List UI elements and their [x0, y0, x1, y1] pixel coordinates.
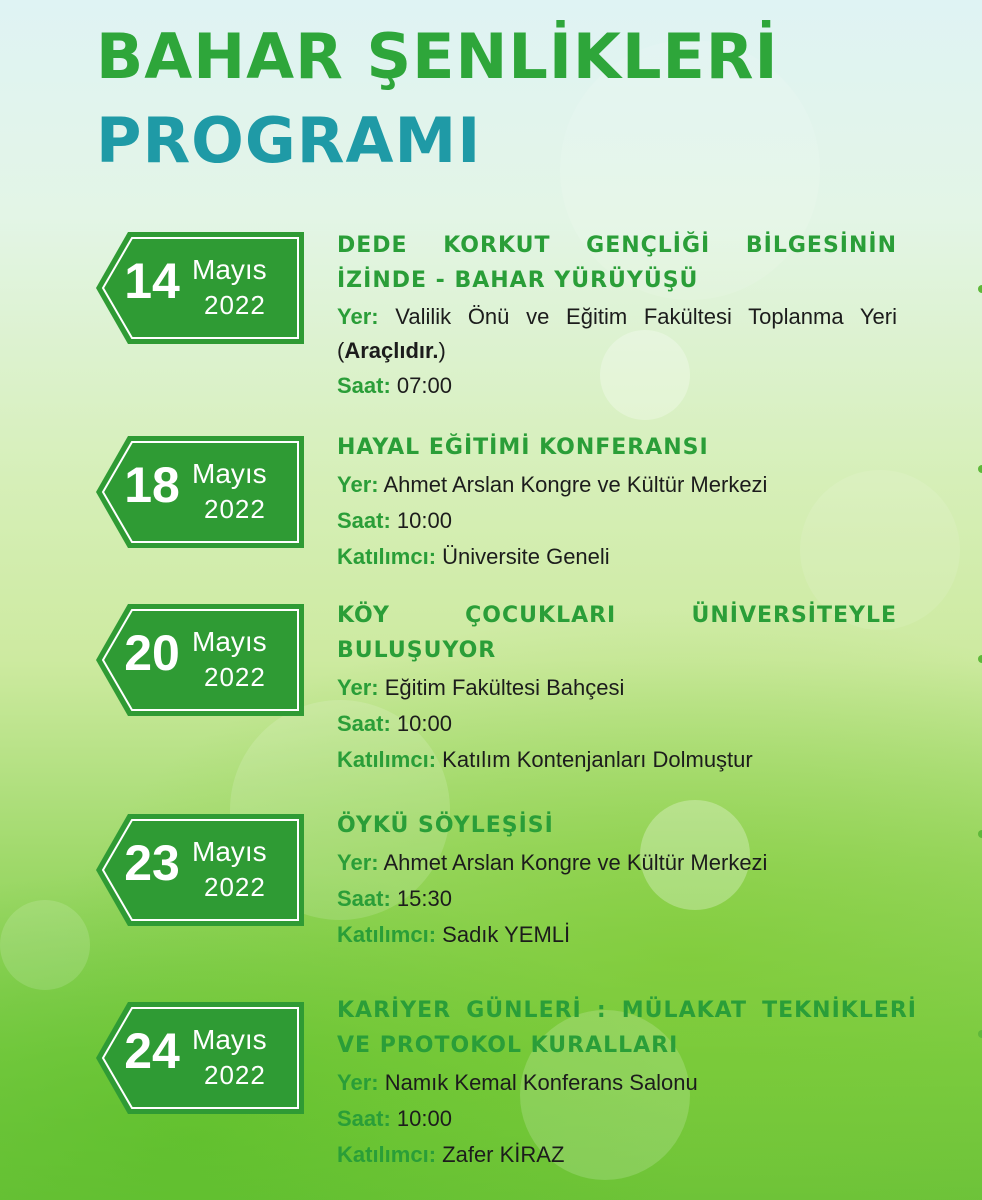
time-value: 10:00 [396, 711, 452, 736]
date-badge [94, 434, 306, 550]
time-value: 10:00 [396, 508, 452, 533]
event-time [337, 881, 897, 917]
bokeh-decoration [0, 900, 90, 990]
badge-year: 2022 [204, 1060, 266, 1090]
badge-year: 2022 [204, 872, 266, 902]
event-participant [337, 539, 897, 575]
participant-label: Katılımcı: [337, 1142, 437, 1167]
event-place [337, 670, 897, 706]
date-badge [94, 602, 306, 718]
event-item [337, 808, 897, 953]
badge-day: 14 [124, 253, 180, 309]
badge-day: 24 [124, 1023, 180, 1079]
event-participant [337, 742, 897, 778]
place-label: Yer: [337, 1070, 379, 1095]
participant-value: Sadık YEMLİ [442, 922, 571, 947]
time-label: Saat: [337, 1106, 391, 1131]
place-value: Ahmet Arslan Kongre ve Kültür Merkezi [383, 472, 768, 497]
place-note: Araçlıdır. [344, 338, 439, 363]
event-title: DEDE KORKUT GENÇLİĞİ BİLGESİNİN İZİNDE - BAHAR YÜRÜYÜŞÜ [337, 233, 897, 293]
event-time [337, 368, 897, 404]
event-place [337, 1065, 917, 1101]
edge-dot [978, 465, 982, 473]
place-label: Yer: [337, 304, 379, 329]
badge-day: 18 [124, 457, 180, 513]
place-value: Ahmet Arslan Kongre ve Kültür Merkezi [383, 850, 768, 875]
badge-day: 20 [124, 625, 180, 681]
date-badge [94, 812, 306, 928]
event-item [337, 993, 917, 1173]
event-participant [337, 1137, 917, 1173]
badge-month: Mayıs [192, 836, 267, 867]
edge-dot [978, 1030, 982, 1038]
badge-year: 2022 [204, 494, 266, 524]
time-label: Saat: [337, 373, 391, 398]
place-value: Namık Kemal Konferans Salonu [384, 1070, 698, 1095]
badge-month: Mayıs [192, 458, 267, 489]
participant-value: Üniversite Geneli [442, 544, 610, 569]
participant-label: Katılımcı: [337, 922, 437, 947]
edge-dot [978, 830, 982, 838]
event-place [337, 300, 897, 368]
badge-month: Mayıs [192, 254, 267, 285]
place-label: Yer: [337, 472, 379, 497]
title-line-2: PROGRAMI [96, 104, 482, 177]
place-close: ) [438, 338, 446, 363]
place-value: Valilik Önü ve Eğitim Fakültesi Toplanma Yeri ( [337, 304, 897, 363]
time-value: 15:30 [396, 886, 452, 911]
badge-year: 2022 [204, 662, 266, 692]
badge-day: 23 [124, 835, 180, 891]
event-participant [337, 917, 897, 953]
event-item [337, 430, 897, 575]
badge-month: Mayıs [192, 626, 267, 657]
edge-dot [978, 285, 982, 293]
edge-dot [978, 655, 982, 663]
event-title: KARİYER GÜNLERİ : MÜLAKAT TEKNİKLERİ VE PROTOKOL KURALLARI [337, 998, 917, 1058]
place-label: Yer: [337, 850, 379, 875]
event-title: KÖY ÇOCUKLARI ÜNİVERSİTEYLE BULUŞUYOR [337, 603, 897, 663]
participant-value: Zafer KİRAZ [442, 1142, 565, 1167]
event-item [337, 598, 897, 778]
date-badge [94, 230, 306, 346]
event-time [337, 706, 897, 742]
place-value: Eğitim Fakültesi Bahçesi [384, 675, 625, 700]
event-time [337, 1101, 917, 1137]
time-value: 10:00 [396, 1106, 452, 1131]
event-title: HAYAL EĞİTİMİ KONFERANSI [337, 435, 709, 460]
event-place [337, 845, 897, 881]
time-value: 07:00 [396, 373, 452, 398]
participant-label: Katılımcı: [337, 544, 437, 569]
participant-label: Katılımcı: [337, 747, 437, 772]
time-label: Saat: [337, 711, 391, 736]
participant-value: Katılım Kontenjanları Dolmuştur [442, 747, 753, 772]
event-place [337, 467, 897, 503]
time-label: Saat: [337, 508, 391, 533]
badge-year: 2022 [204, 290, 266, 320]
badge-month: Mayıs [192, 1024, 267, 1055]
event-time [337, 503, 897, 539]
event-title: ÖYKÜ SÖYLEŞİSİ [337, 813, 554, 838]
place-label: Yer: [337, 675, 379, 700]
event-item [337, 228, 897, 404]
title-line-1: BAHAR ŞENLİKLERİ [96, 20, 779, 93]
date-badge [94, 1000, 306, 1116]
time-label: Saat: [337, 886, 391, 911]
